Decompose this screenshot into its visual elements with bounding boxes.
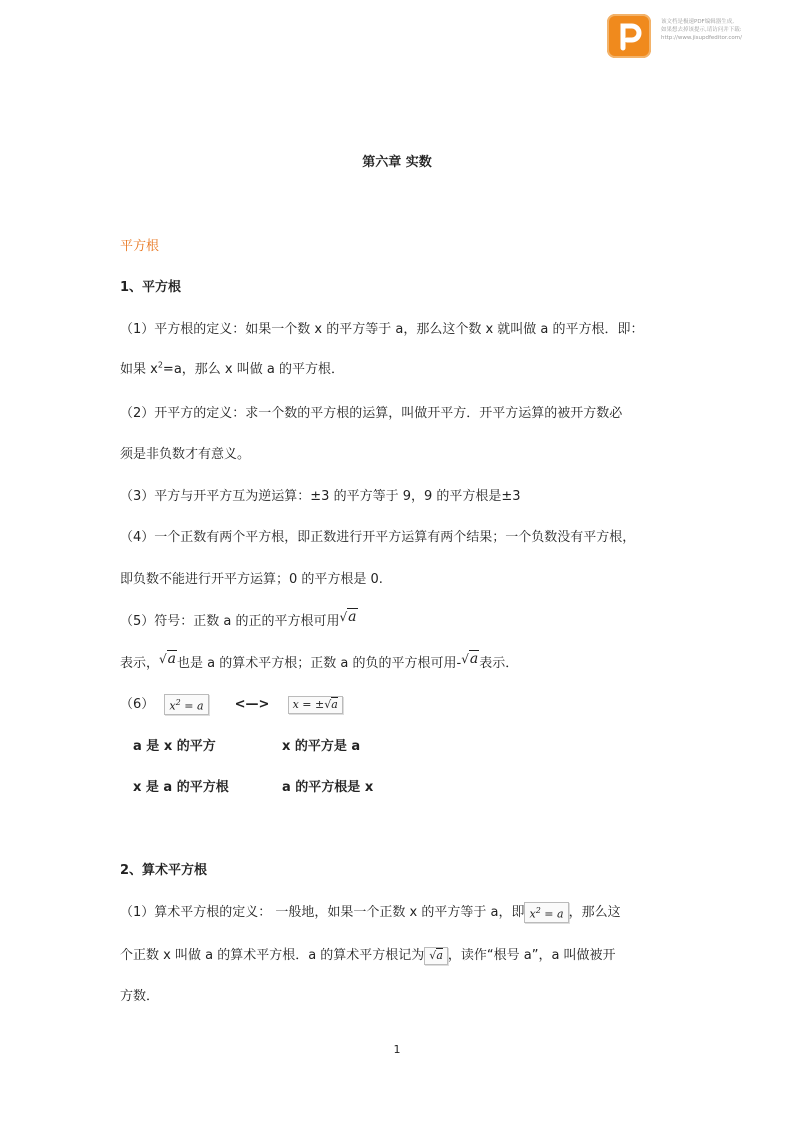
- formula-rest: = a: [180, 699, 204, 713]
- table-row-2-left: x 是 a 的平方根: [133, 780, 229, 795]
- double-arrow: <—>: [234, 697, 270, 712]
- radical-icon: √: [324, 697, 332, 711]
- table-row-1-left: a 是 x 的平方: [133, 739, 216, 754]
- watermark-line-3: http://www.jisupdfeditor.com/: [661, 35, 742, 41]
- formula-base: x: [529, 907, 536, 921]
- radicand: a: [469, 651, 479, 667]
- radical-icon: √: [461, 652, 469, 666]
- radical-icon: √: [159, 652, 167, 666]
- para-4-line-2: 即负数不能进行开平方运算；0 的平方根是 0.: [120, 572, 383, 587]
- para-5-text-c: 表示．: [479, 656, 519, 671]
- radical-icon: √: [429, 948, 437, 962]
- radical-icon: √: [339, 610, 348, 624]
- formula-base: x: [169, 699, 176, 713]
- watermark-line-1: 该文档是极速PDF编辑器生成,: [661, 19, 734, 25]
- pdf-editor-logo: [607, 14, 651, 58]
- formula-x-squared-equals-a: [524, 902, 568, 924]
- sqrt-a-formula: [340, 609, 358, 625]
- formula-x-squared-equals-a: [164, 694, 208, 716]
- para-q1-line-2: [120, 944, 616, 965]
- sqrt-a-formula: [461, 651, 479, 667]
- formula-right-pre: x = ±: [292, 697, 325, 711]
- radicand: a: [436, 948, 443, 962]
- para-2-line-1: （2）开平方的定义：求一个数的平方根的运算，叫做开平方．开平方运算的被开方数必: [120, 406, 623, 421]
- para-6: [120, 693, 343, 715]
- para-4-line-1: （4）一个正数有两个平方根，即正数进行开平方运算有两个结果；一个负数没有平方根，: [120, 530, 636, 545]
- watermark-line-2: 如果想去掉该提示,请访问并下载:: [661, 27, 742, 33]
- heading-arithmetic-square-root: 2、算术平方根: [120, 863, 208, 878]
- para-1-line-2: [120, 358, 344, 377]
- radicand: a: [348, 609, 357, 625]
- radicand: a: [167, 651, 177, 667]
- formula-exponent: 2: [175, 697, 181, 707]
- para-5-text-a: 表示，: [120, 656, 160, 671]
- formula-x-equals-plusminus-sqrt-a: [288, 696, 343, 714]
- para-5-line-2: [120, 651, 518, 671]
- table-row-1-right: x 的平方是 a: [282, 739, 361, 754]
- watermark-text: [661, 18, 742, 42]
- q1-text-a: （1）算术平方根的定义： 一般地，如果一个正数 x 的平方等于 a，即: [120, 905, 525, 920]
- q1-text-d: ，读作“根号 a”，a 叫做被开: [447, 948, 616, 963]
- page-number: 1: [393, 1043, 401, 1056]
- q1-text-b: ，那么这: [568, 905, 621, 920]
- sqrt-a-formula: [159, 651, 177, 667]
- q1-text-c: 个正数 x 叫做 a 的算术平方根．a 的算术平方根记为: [120, 948, 425, 963]
- para-5-text-b: 也是 a 的算术平方根；正数 a 的负的平方根可用-: [177, 656, 462, 671]
- formula-exponent: 2: [535, 905, 541, 915]
- section-title: 平方根: [120, 239, 160, 254]
- para-q1-line-1: [120, 901, 621, 923]
- chapter-title: 第六章 实数: [362, 155, 432, 170]
- para-3: （3）平方与开平方互为逆运算：±3 的平方等于 9，9 的平方根是±3: [120, 489, 521, 504]
- formula-sqrt-a: [424, 947, 448, 965]
- para-2-line-2: 须是非负数才有意义。: [120, 447, 251, 462]
- exponent: 2: [157, 360, 163, 370]
- para-1-post: =a，那么 x 叫做 a 的平方根．: [162, 362, 344, 377]
- heading-square-root: 1、平方根: [120, 280, 182, 295]
- para-1-pre: 如果 x: [120, 362, 158, 377]
- table-row-2-right: a 的平方根是 x: [282, 780, 374, 795]
- radicand: a: [331, 697, 338, 711]
- p-logo-icon: [607, 14, 651, 58]
- para-5-text: （5）符号：正数 a 的正的平方根可用: [120, 614, 340, 629]
- para-1-line-1: （1）平方根的定义：如果一个数 x 的平方等于 a，那么这个数 x 就叫做 a 的平方根．即：: [120, 322, 644, 337]
- para-q1-line-3: 方数．: [120, 989, 160, 1004]
- para-6-label: （6）: [120, 697, 155, 712]
- para-5-line-1: [120, 609, 358, 629]
- formula-rest: = a: [540, 907, 564, 921]
